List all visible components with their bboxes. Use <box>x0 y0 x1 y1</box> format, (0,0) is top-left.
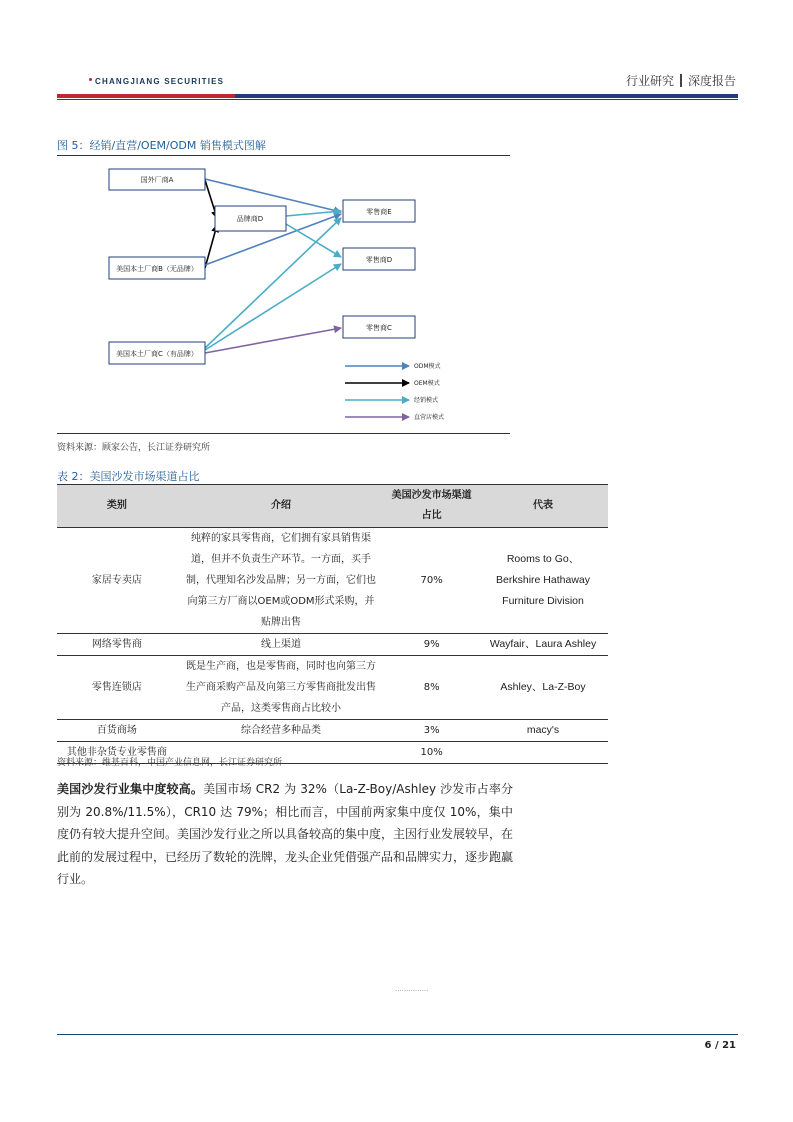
arrow-brand-to-d-dealer <box>286 224 341 257</box>
svg-text:美国本土厂商C（有品牌）: 美国本土厂商C（有品牌） <box>116 350 198 358</box>
cell-rep: Rooms to Go、Berkshire Hathaway Furniture Division <box>478 528 608 634</box>
brand-name: CHANGJIANG SECURITIES <box>95 77 225 86</box>
figure-title: 图 5：经销/直营/OEM/ODM 销售模式图解 <box>57 139 266 152</box>
svg-text:直营店模式: 直营店模式 <box>414 414 445 421</box>
table-row <box>57 656 608 720</box>
th-category: 类别 <box>57 485 177 528</box>
header-tags <box>626 72 736 89</box>
table-row <box>57 634 608 656</box>
table-row <box>57 528 608 634</box>
page-number: 6 / 21 <box>704 1040 736 1051</box>
node-retail-c <box>343 316 415 338</box>
cell-share: 9% <box>385 634 478 656</box>
svg-text:OEM模式: OEM模式 <box>414 380 440 387</box>
cell-rep <box>478 742 608 764</box>
node-foreign-a <box>109 169 205 190</box>
svg-text:美国本土厂商B（无品牌）: 美国本土厂商B（无品牌） <box>116 265 198 273</box>
svg-text:零售商C: 零售商C <box>366 324 392 332</box>
cell-intro: 综合经营多种品类 <box>177 720 385 742</box>
report-category: 行业研究 <box>625 74 674 88</box>
th-share: 美国沙发市场渠道占比 <box>385 485 478 528</box>
node-brand-d <box>215 206 286 231</box>
body-paragraph <box>57 778 513 891</box>
cell-category: 百货商场 <box>57 720 177 742</box>
th-intro: 介绍 <box>177 485 385 528</box>
cell-intro: 线上渠道 <box>177 634 385 656</box>
cell-rep: macy's <box>478 720 608 742</box>
node-retail-e <box>343 200 415 222</box>
th-rep: 代表 <box>478 485 608 528</box>
legend-oem <box>345 379 440 387</box>
header-rule-red <box>57 94 235 98</box>
cell-rep: Wayfair、Laura Ashley <box>478 634 608 656</box>
table-row <box>57 720 608 742</box>
footer-rule <box>57 1034 738 1035</box>
arrow-c-to-c-direct <box>205 328 341 353</box>
cell-share: 70% <box>385 528 478 634</box>
cell-rep: Ashley、La-Z-Boy <box>478 656 608 720</box>
report-type: 深度报告 <box>687 74 736 88</box>
node-us-c <box>109 342 205 364</box>
channel-share-table <box>57 484 608 764</box>
paragraph-lead: 美国沙发行业集中度较高。 <box>57 782 204 796</box>
cell-share: 3% <box>385 720 478 742</box>
cell-category: 家居专卖店 <box>57 528 177 634</box>
cell-intro: 纯粹的家具零售商，它们拥有家具销售渠道，但并不负责生产环节。一方面，买手制，代理知名沙发品牌；另一方面，它们也向第三方厂商以OEM或ODM形式采购，并贴牌出售 <box>177 528 385 634</box>
cell-share: 8% <box>385 656 478 720</box>
arrow-c-to-e-dealer <box>205 218 341 348</box>
center-mark: ··············· <box>395 987 429 995</box>
figure-bottom-rule <box>57 433 510 434</box>
svg-text:零售商E: 零售商E <box>366 208 392 216</box>
legend-dealer <box>345 396 438 404</box>
svg-text:国外厂商A: 国外厂商A <box>140 176 174 184</box>
svg-text:品牌商D: 品牌商D <box>236 215 264 223</box>
figure-top-rule <box>57 155 510 156</box>
legend-odm <box>345 362 441 370</box>
header-separator <box>680 74 682 87</box>
legend-direct <box>345 413 444 421</box>
paragraph-body: 美国市场 CR2 为 32%（La-Z-Boy/Ashley 沙发市占率分别为 20.8%/11.5%），CR10 达 79%；相比而言，中国前两家集中度仅 10%，集中度仍有较大提升空间。美国沙发行业之所以具备较高的集中度，主因行业发展较早，在此前的发展过程中，已经历了数轮的洗牌，龙头企业凭借强产品和品牌实力，逐步跑赢行业。 <box>57 782 514 886</box>
header-rule-thin <box>57 99 738 100</box>
svg-text:零售商D: 零售商D <box>365 256 393 264</box>
table-title: 表 2：美国沙发市场渠道占比 <box>57 470 200 483</box>
arrow-c-to-d-dealer <box>205 264 341 350</box>
brand-logo-dot <box>89 78 92 81</box>
sales-mode-diagram <box>57 160 510 432</box>
node-us-b <box>109 257 205 279</box>
arrow-brand-to-e-dealer <box>286 211 341 216</box>
cell-category: 其他非杂货专业零售商 <box>57 742 177 764</box>
cell-category: 零售连锁店 <box>57 656 177 720</box>
table-source: 资料来源：维基百科，中国产业信息网，长江证券研究所 <box>57 758 283 768</box>
header-rule-blue <box>235 94 738 98</box>
svg-text:ODM模式: ODM模式 <box>414 363 441 370</box>
svg-text:经销模式: 经销模式 <box>414 397 439 404</box>
cell-intro: 既是生产商，也是零售商，同时也向第三方生产商采购产品及向第三方零售商批发出售产品，这类零售商占比较小 <box>177 656 385 720</box>
figure-source: 资料来源：顾家公告，长江证券研究所 <box>57 443 211 453</box>
node-retail-d <box>343 248 415 270</box>
cell-category: 网络零售商 <box>57 634 177 656</box>
table-header-row <box>57 485 608 528</box>
cell-share: 10% <box>385 742 478 764</box>
